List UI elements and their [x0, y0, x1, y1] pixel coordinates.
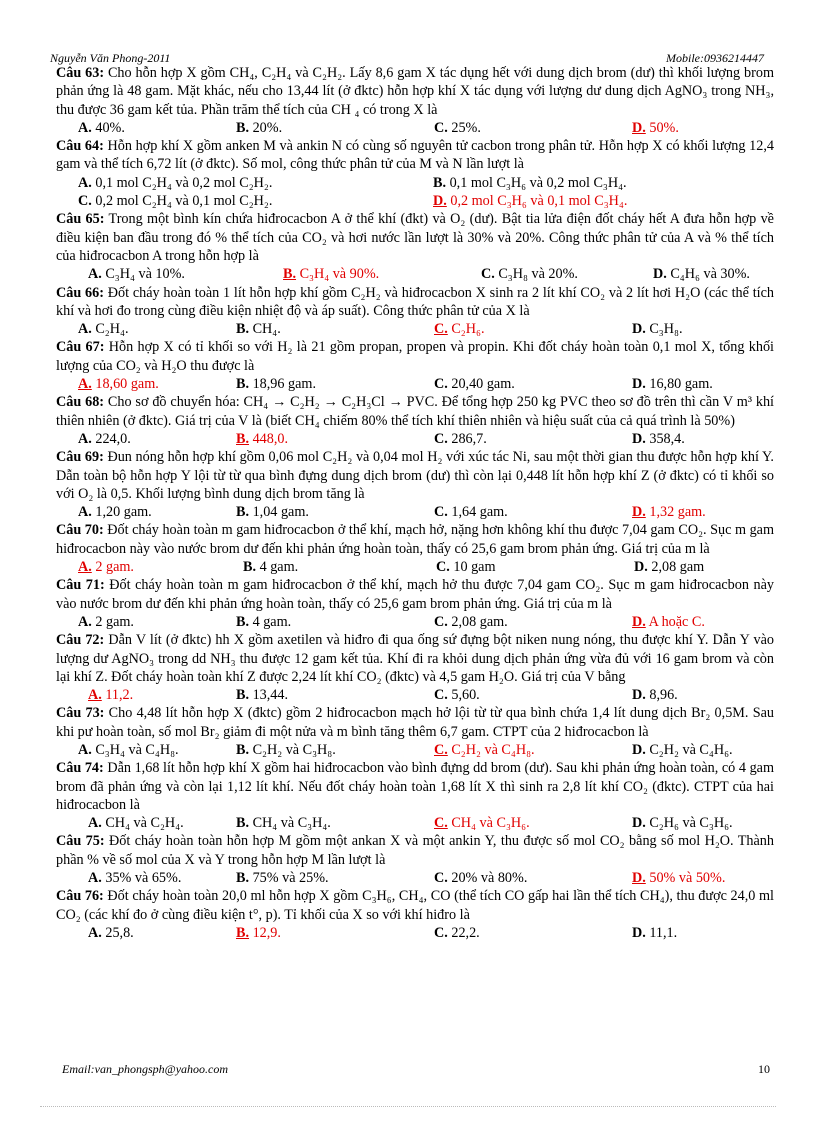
option-d-answer: D. 50% và 50%. — [632, 870, 726, 887]
option-b: B. 0,1 mol C₃H₆ và 0,2 mol C₃H₄. — [433, 174, 627, 191]
option-b: B. 20%. — [236, 119, 283, 136]
option-b: B. CH₄. — [236, 321, 281, 338]
question-66: Câu 66: Đốt cháy hoàn toàn 1 lít hỗn hợp khí gồm C₂H₂ và hiđrocacbon X sinh ra 2 lít khí CO₂ và 2 lít hơi H₂O (các thể tích khí và hơi đo trong cùng điều kiện nhiệt độ và áp suất). Công thức phân tử của X là — [56, 284, 774, 319]
options-74 — [88, 814, 774, 832]
option-b: B. CH₄ và C₃H₄. — [236, 815, 331, 832]
options-63 — [78, 119, 774, 137]
option-a: A. 1,20 gam. — [78, 504, 152, 521]
option-a: A. 224,0. — [78, 430, 131, 447]
option-b: B. 75% và 25%. — [236, 870, 329, 887]
option-d-answer: D. 0,2 mol C₃H₆ và 0,1 mol C₃H₄. — [433, 193, 628, 210]
option-d: D. C₂H₆ và C₃H₆. — [632, 815, 733, 832]
option-d: D. C₂H₂ và C₄H₆. — [632, 741, 733, 758]
option-a: A. 0,1 mol C₂H₄ và 0,2 mol C₂H₂. — [78, 174, 273, 191]
option-a-answer: A. 18,60 gam. — [78, 376, 159, 393]
option-c: C. C₃H₈ và 20%. — [481, 266, 578, 283]
options-73 — [78, 741, 774, 759]
author-name: Nguyễn Văn Phong-2011 — [50, 51, 171, 65]
question-63: Câu 63: Cho hỗn hợp X gồm CH₄, C₂H₄ và C₂H₂. Lấy 8,6 gam X tác dụng hết với dung dịch brom (dư) thì khối lượng brom phản ứng là 48 gam. Mặt khác, nếu cho 13,44 lít (ở đktc) hỗn hợp khí X tác dụng với lượng dư dung dịch AgNO₃ trong NH₃, thu được 36 gam kết tủa. Phần trăm thể tích của CH ₄ có trong X là — [56, 65, 774, 118]
option-a: A. C₂H₄. — [78, 321, 129, 338]
option-d: D. 2,08 gam — [634, 559, 705, 576]
options-72 — [88, 686, 774, 704]
option-a: A. 40%. — [78, 119, 125, 136]
option-b: B. 18,96 gam. — [236, 376, 317, 393]
options-75 — [88, 869, 774, 887]
option-c: C. 2,08 gam. — [434, 613, 508, 630]
page-number: 10 — [758, 1062, 770, 1076]
option-a: A. C₃H₄ và 10%. — [88, 266, 185, 283]
bottom-divider — [40, 1106, 776, 1107]
question-list — [56, 64, 774, 942]
question-68: Câu 68: Cho sơ đồ chuyển hóa: CH₄ → C₂H₂ → C₂H₃Cl → PVC. Để tổng hợp 250 kg PVC theo sơ đồ trên thì cần V m³ khí thiên nhiên (ở đktc). Giá trị của V là (biết CH₄ chiếm 80% thể tích khí thiên nhiên và hiệu suất của cả quá trình là 50%) — [56, 394, 774, 429]
option-d: D. C₄H₆ và 30%. — [653, 266, 750, 283]
question-72: Câu 72: Dẫn V lít (ở đktc) hh X gồm axetilen và hiđro đi qua ống sứ đựng bột niken nung nóng, thu được khí Y. Dẫn Y vào lượng dư AgNO₃ trong dd NH₃ thu được 12 gam kết tủa. Khí đi ra khỏi dung dịch phản ứng vừa đủ với 16 gam brom và còn lại khí Z. Đốt cháy hoàn toàn khí Z được 2,24 lít khí CO₂ (đktc) và 4,5 gam H₂O. Giá trị của V bằng — [56, 632, 774, 685]
option-d: D. C₃H₈. — [632, 321, 683, 338]
option-c: C. 286,7. — [434, 430, 487, 447]
options-66 — [78, 320, 774, 338]
options-65 — [88, 265, 774, 283]
option-a: A. 35% và 65%. — [88, 870, 182, 887]
question-71: Câu 71: Đốt cháy hoàn toàn m gam hiđrocacbon ở thể khí, mạch hở thu được 7,04 gam CO₂. Sục m gam hiđrocacbon này vào nước brom dư đến khi phản ứng hoàn toàn, thấy có 25,6 gam brom phản ứng. Giá trị của m là — [56, 577, 774, 612]
options-68 — [78, 430, 774, 448]
option-d-answer: D. 1,32 gam. — [632, 504, 706, 521]
mobile-number: Mobile:0936214447 — [666, 51, 764, 65]
option-b: B. C₂H₂ và C₃H₈. — [236, 741, 336, 758]
option-b-answer: B. C₃H₄ và 90%. — [283, 266, 380, 283]
question-69: Câu 69: Đun nóng hỗn hợp khí gồm 0,06 mol C₂H₂ và 0,04 mol H₂ với xúc tác Ni, sau một thời gian thu được hỗn hợp khí Y. Dẫn toàn bộ hỗn hợp Y lội từ từ qua bình đựng dung dịch brom (dư) thì còn lại 0,448 lít hỗn hợp khí Z (ở đktc) có tỉ khối so với O₂ là 0,5. Khối lượng bình dung dịch brom tăng là — [56, 449, 774, 502]
question-73: Câu 73: Cho 4,48 lít hỗn hợp X (đktc) gồm 2 hiđrocacbon mạch hở lội từ từ qua bình chứa 1,4 lít dung dịch Br₂ 0,5M. Sau khi pư hoàn toàn, số mol Br₂ giảm đi một nửa và m bình tăng thêm 6,7 gam. CTPT của 2 hiđrocacbon là — [56, 705, 774, 740]
option-c: C. 1,64 gam. — [434, 504, 508, 521]
author-email: Email:van_phongsph@yahoo.com — [62, 1062, 229, 1076]
options-69 — [78, 503, 774, 521]
option-b: B. 13,44. — [236, 687, 289, 704]
option-a-answer: A. 11,2. — [88, 687, 134, 704]
question-75: Câu 75: Đốt cháy hoàn toàn hỗn hợp M gồm một ankan X và một ankin Y, thu được số mol CO₂ bằng số mol H₂O. Thành phần % về số mol của X và Y trong hỗn hợp M lần lượt là — [56, 833, 774, 868]
option-c-answer: C. C₂H₂ và C₄H₈. — [434, 741, 535, 758]
question-70: Câu 70: Đốt cháy hoàn toàn m gam hiđrocacbon ở thể khí, mạch hở, nặng hơn không khí thu được 7,04 gam CO₂. Sục m gam hiđrocacbon này vào nước brom dư đến khi phản ứng hoàn toàn, thấy có 25,6 gam brom phản ứng. Giá trị của m là — [56, 522, 774, 557]
question-67: Câu 67: Hỗn hợp X có tỉ khối so với H₂ là 21 gồm propan, propen và propin. Khi đốt cháy hoàn toàn 0,1 mol X, tổng khối lượng của CO₂ và H₂O thu được là — [56, 339, 774, 374]
options-71 — [78, 613, 774, 631]
options-67 — [78, 375, 774, 393]
option-a: A. C₃H₄ và C₄H₈. — [78, 741, 179, 758]
option-c: C. 0,2 mol C₂H₄ và 0,1 mol C₂H₂. — [78, 193, 273, 210]
option-c: C. 20% và 80%. — [434, 870, 528, 887]
option-a-answer: A. 2 gam. — [78, 559, 134, 576]
option-b: B. 1,04 gam. — [236, 504, 309, 521]
option-c: C. 20,40 gam. — [434, 376, 515, 393]
page-footer — [62, 1062, 770, 1077]
option-c: C. 10 gam — [436, 559, 496, 576]
option-a: A. 25,8. — [88, 924, 134, 941]
option-c-answer: C. C₂H₆. — [434, 321, 485, 338]
option-d: D. 8,96. — [632, 687, 678, 704]
option-c-answer: C. CH₄ và C₃H₆. — [434, 815, 530, 832]
option-d: D. 16,80 gam. — [632, 376, 713, 393]
option-c: C. 5,60. — [434, 687, 480, 704]
option-d: D. 358,4. — [632, 430, 685, 447]
option-d-answer: D. 50%. — [632, 119, 679, 136]
option-b-answer: B. 12,9. — [236, 924, 281, 941]
option-b: B. 4 gam. — [243, 559, 299, 576]
option-d-answer: D. A hoặc C. — [632, 613, 705, 630]
option-a: A. 2 gam. — [78, 613, 134, 630]
option-d: D. 11,1. — [632, 924, 678, 941]
question-74: Câu 74: Dẫn 1,68 lít hỗn hợp khí X gồm hai hiđrocacbon vào bình đựng dd brom (dư). Sau khi phản ứng hoàn toàn, có 4 gam brom đã phản ứng và còn lại 1,12 lít khí. Nếu đốt cháy hoàn toàn 1,68 lít X thì sinh ra 2,8 lít khí CO₂ (đktc). CTPT của hai hiđrocacbon là — [56, 760, 774, 813]
option-b-answer: B. 448,0. — [236, 430, 289, 447]
option-a: A. CH₄ và C₂H₄. — [88, 815, 184, 832]
options-70 — [78, 558, 774, 576]
option-c: C. 22,2. — [434, 924, 480, 941]
question-64: Câu 64: Hỗn hợp khí X gồm anken M và ankin N có cùng số nguyên tử cacbon trong phân tử. Hỗn hợp X có khối lượng 12,4 gam và thể tích 6,72 lít (ở đktc). Số mol, công thức phân tử của M và N lần lượt là — [56, 138, 774, 173]
option-b: B. 4 gam. — [236, 613, 292, 630]
question-65: Câu 65: Trong một bình kín chứa hiđrocacbon A ở thể khí (đkt) và O₂ (dư). Bật tia lửa điện đốt cháy hết A đưa hỗn hợp về điều kiện ban đầu trong đó % thể tích của CO₂ và hơi nước lần lượt là 30% và 20%. Công thức phân tử của A và % thể tích của hiđrocacbon A trong hỗn hợp là — [56, 211, 774, 264]
options-64 — [78, 174, 774, 211]
option-c: C. 25%. — [434, 119, 481, 136]
question-76: Câu 76: Đốt cháy hoàn toàn 20,0 ml hỗn hợp X gồm C₃H₆, CH₄, CO (thể tích CO gấp hai lần thể tích CH₄), thu được 24,0 ml CO₂ (các khí đo ở cùng điều kiện t°, p). Tỉ khối của X so với khí hiđro là — [56, 888, 774, 923]
options-76 — [88, 924, 774, 942]
